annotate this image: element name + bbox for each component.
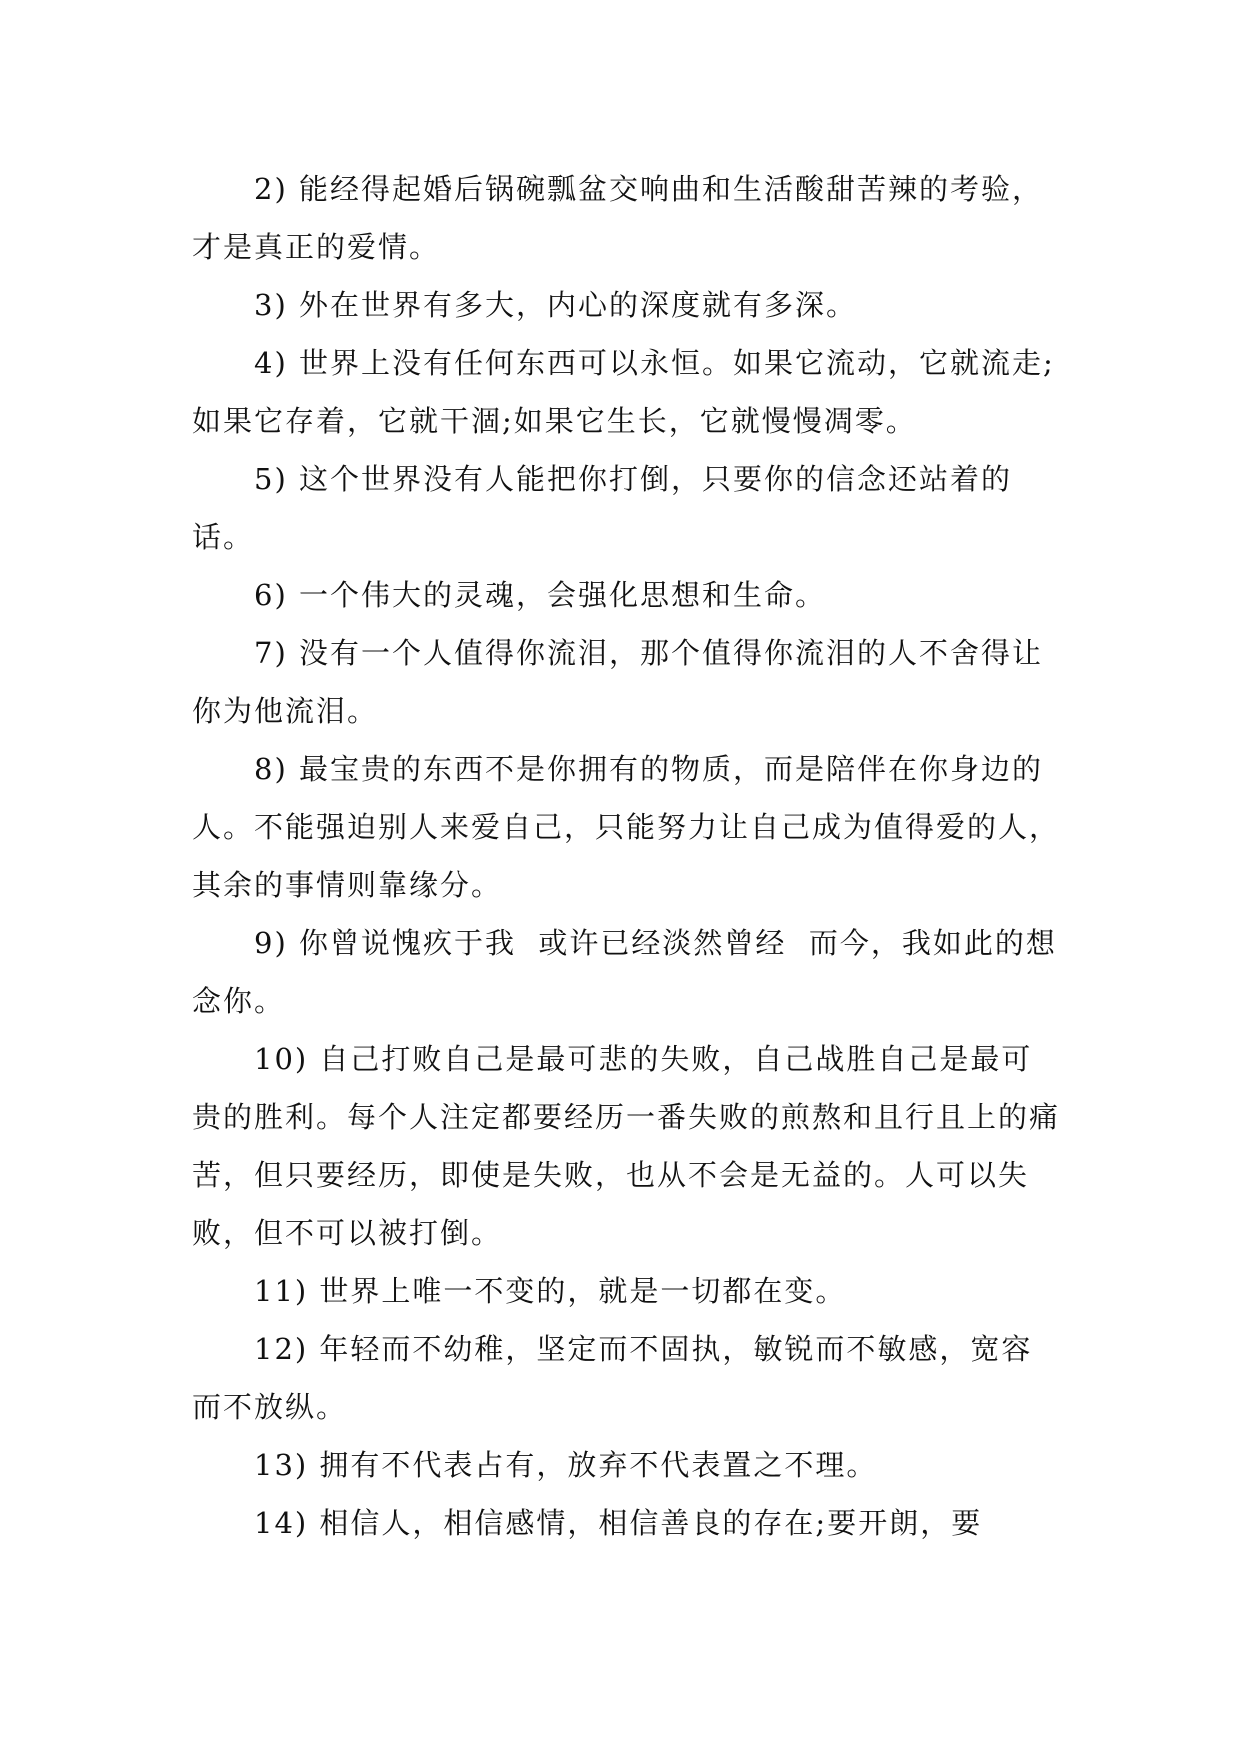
paragraph-11: 11) 世界上唯一不变的，就是一切都在变。 [254,1274,847,1308]
paragraph-5: 5) 这个世界没有人能把你打倒，只要你的信念还站着的话。 [192,462,1012,554]
paragraph-2: 2) 能经得起婚后锅碗瓢盆交响曲和生活酸甜苦辣的考验，才是真正的爱情。 [192,172,1043,264]
paragraph-10: 10) 自己打败自己是最可悲的失败，自己战胜自己是最可贵的胜利。每个人注定都要经历一番失败的煎熬和且行且上的痛苦，但只要经历，即使是失败，也从不会是无益的。人可以失败，但不可以被打倒。 [192,1042,1061,1250]
paragraph-14: 14) 相信人，相信感情，相信善良的存在;要开朗，要 [254,1506,983,1540]
paragraph-9: 9) 你曾说愧疚于我 或许已经淡然曾经 而今，我如此的想念你。 [192,926,1057,1018]
paragraph-3: 3) 外在世界有多大，内心的深度就有多深。 [254,288,857,322]
paragraph-4: 4) 世界上没有任何东西可以永恒。如果它流动，它就流走;如果它存着，它就干涸;如果它生长，它就慢慢凋零。 [192,346,1055,438]
paragraph-12: 12) 年轻而不幼稚，坚定而不固执，敏锐而不敏感，宽容而不放纵。 [192,1332,1033,1424]
paragraph-8: 8) 最宝贵的东西不是你拥有的物质，而是陪伴在你身边的人。不能强迫别人来爱自己，只能努力让自己成为值得爱的人，其余的事情则靠缘分。 [192,752,1061,902]
document-body [192,160,1062,1552]
paragraph-6: 6) 一个伟大的灵魂，会强化思想和生命。 [254,578,826,612]
paragraph-7: 7) 没有一个人值得你流泪，那个值得你流泪的人不舍得让你为他流泪。 [192,636,1043,728]
paragraph-13: 13) 拥有不代表占有，放弃不代表置之不理。 [254,1448,878,1482]
